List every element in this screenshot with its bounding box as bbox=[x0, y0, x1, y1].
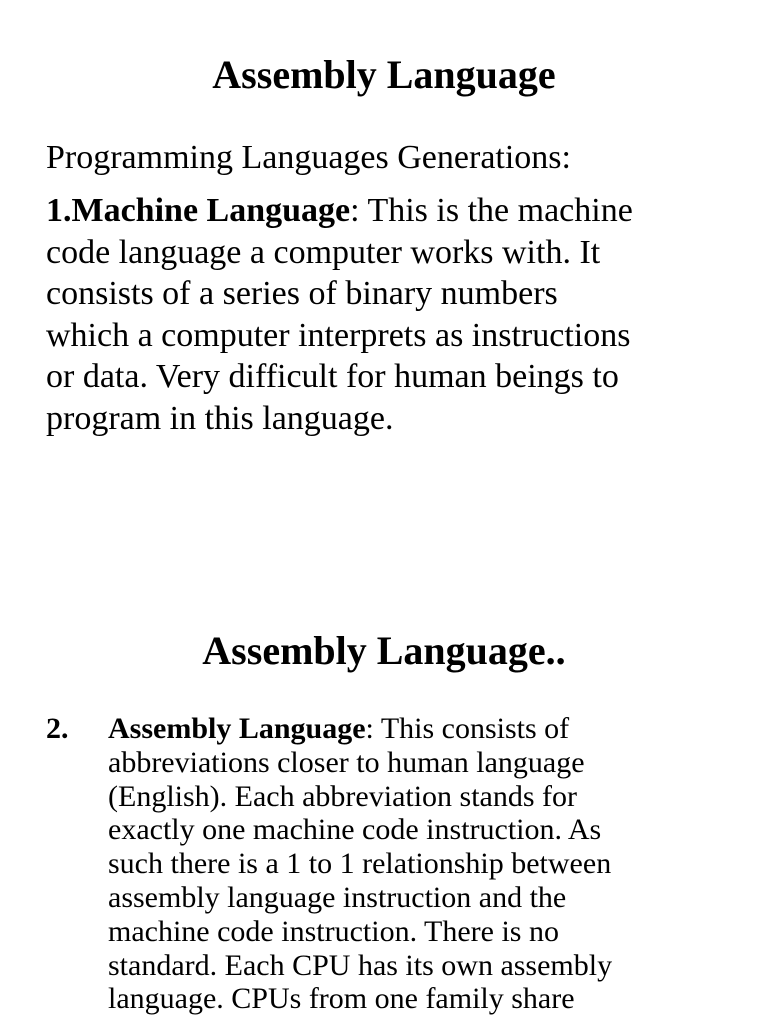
paragraph-line bbox=[46, 190, 736, 232]
slide-2 bbox=[0, 520, 768, 1024]
paragraph-line: machine code instruction. There is no bbox=[108, 914, 559, 948]
paragraph-line: abbreviations closer to human language bbox=[108, 745, 585, 779]
paragraph-text: : This is the machine bbox=[350, 192, 633, 229]
term-machine-language: 1.Machine Language bbox=[46, 192, 351, 229]
paragraph-line: language. CPUs from one family share bbox=[108, 982, 575, 1016]
paragraph-line: assembly language instruction and the bbox=[108, 880, 567, 914]
paragraph-line: which a computer interprets as instructions bbox=[46, 316, 631, 354]
paragraph-line: code language a computer works with. It bbox=[46, 233, 601, 271]
paragraph-line: program in this language. bbox=[46, 399, 394, 437]
paragraph-line: consists of a series of binary numbers bbox=[46, 275, 558, 312]
paragraph-line: or data. Very difficult for human beings to bbox=[46, 358, 619, 395]
list-number: 2. bbox=[46, 712, 69, 745]
paragraph-line bbox=[108, 712, 748, 746]
intro-text: Programming Languages Generations: bbox=[46, 139, 571, 176]
paragraph-line: standard. Each CPU has its own assembly bbox=[108, 948, 613, 982]
paragraph-text: : This consists of bbox=[365, 712, 570, 745]
list-item-body bbox=[108, 712, 748, 1016]
slide-title: Assembly Language.. bbox=[202, 628, 566, 673]
paragraph-line: such there is a 1 to 1 relationship between bbox=[108, 847, 612, 881]
slide-title: Assembly Language bbox=[212, 52, 556, 97]
paragraph-line: exactly one machine code instruction. As bbox=[108, 813, 602, 847]
paragraph-line: (English). Each abbreviation stands for bbox=[108, 779, 578, 813]
term-assembly-language: Assembly Language bbox=[108, 712, 366, 745]
machine-language-paragraph bbox=[46, 190, 736, 439]
